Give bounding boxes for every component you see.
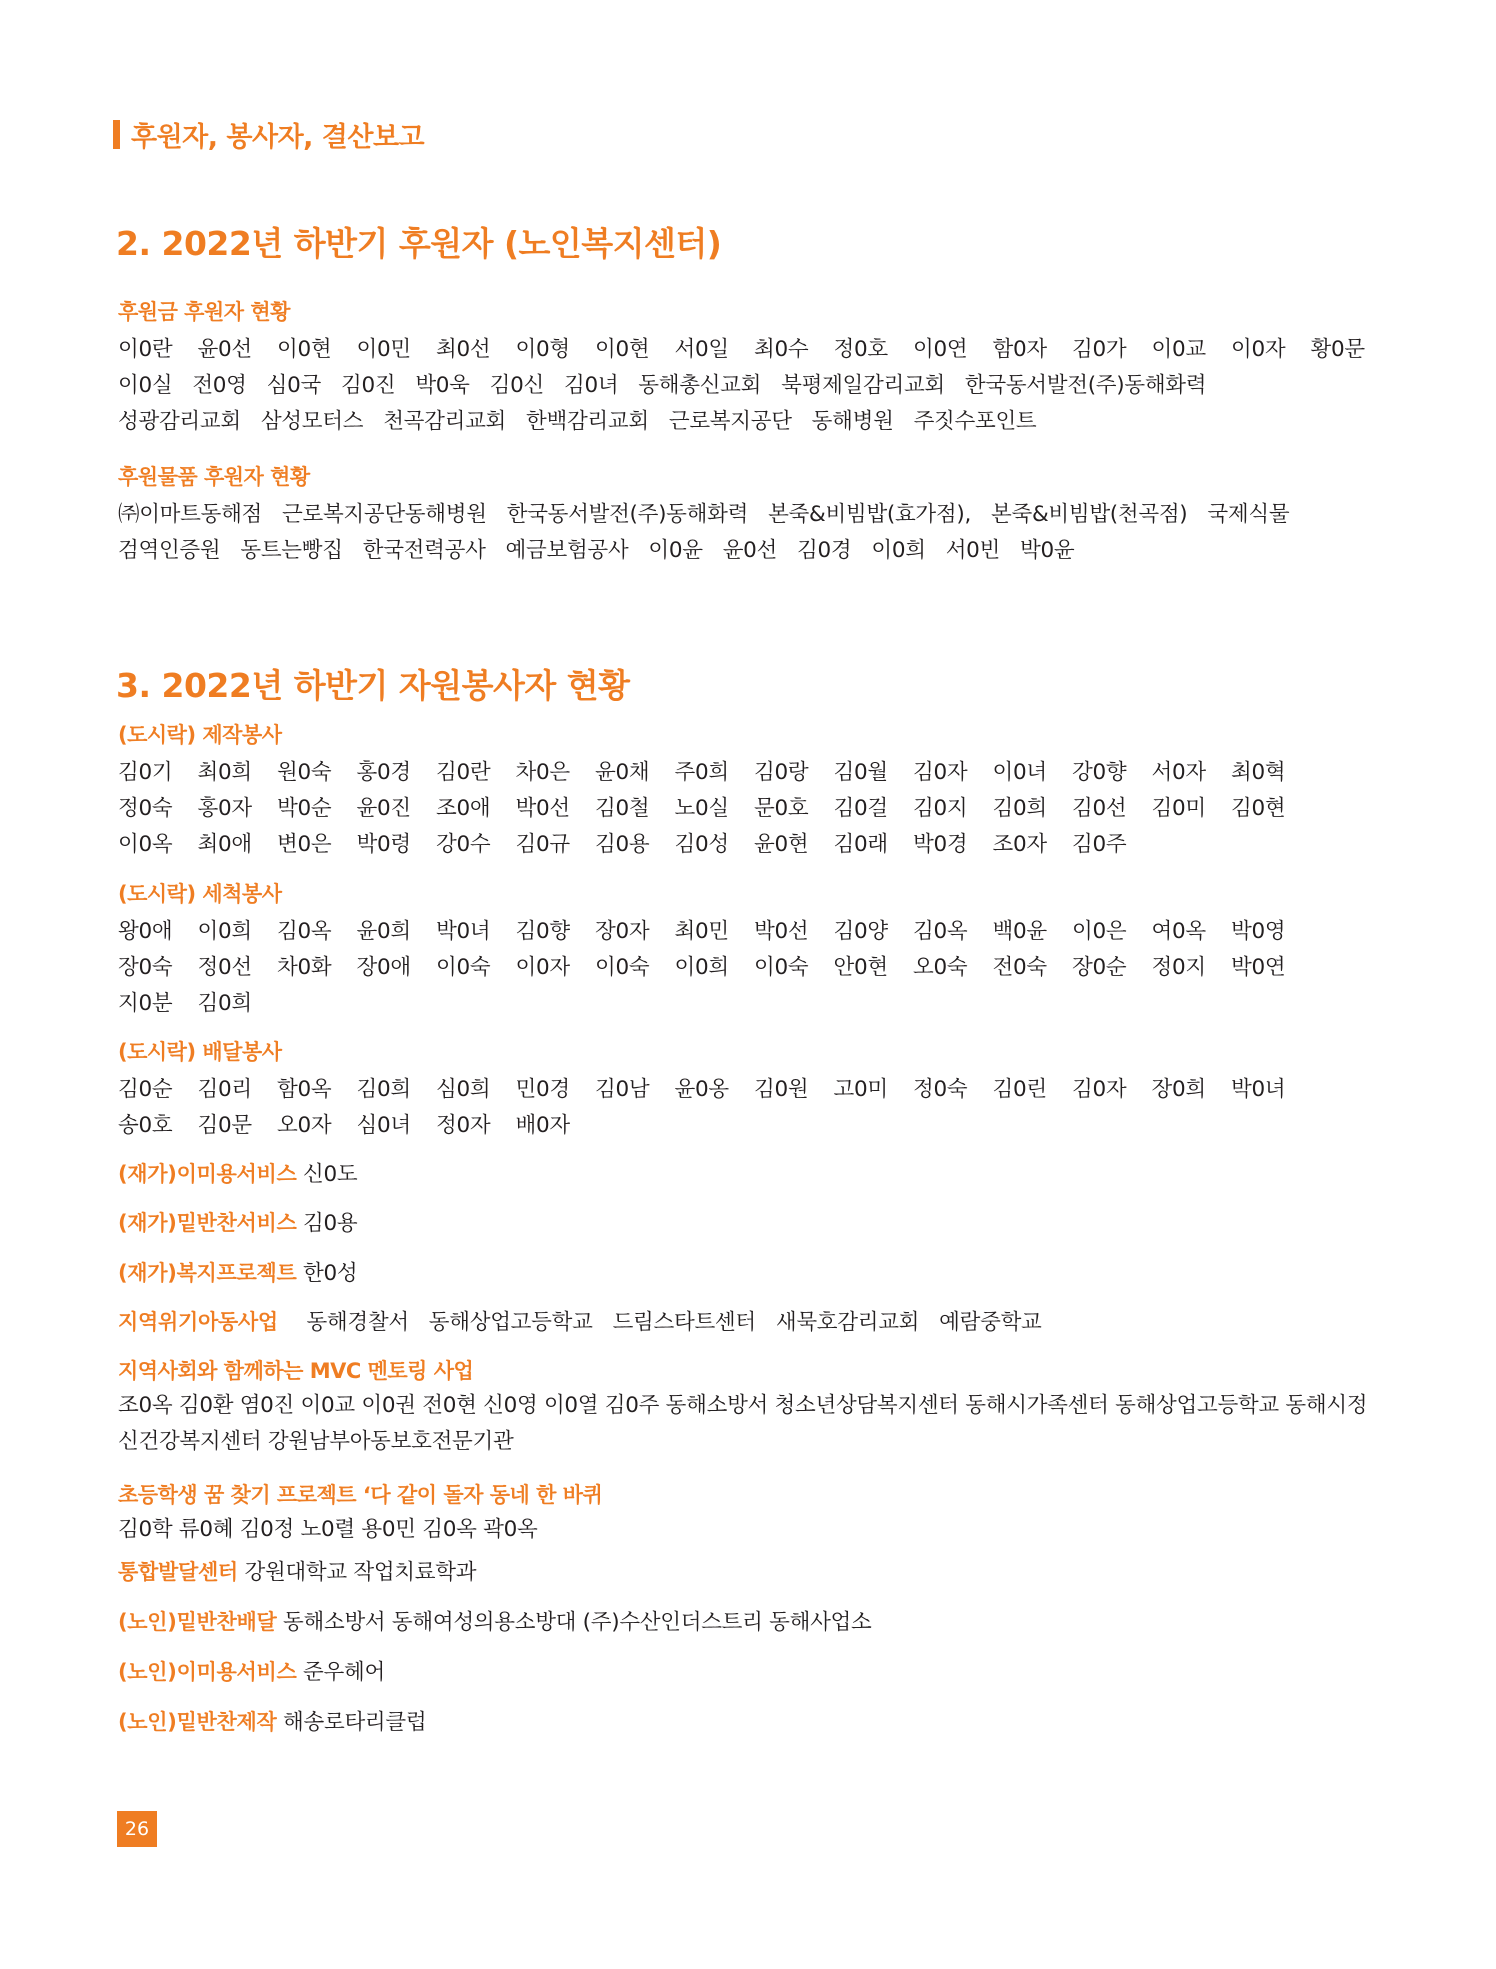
name-entry: 서0일	[674, 337, 729, 362]
name-entry: 김0문	[197, 1113, 252, 1138]
section-header-title: 후원자, 봉사자, 결산보고	[131, 121, 425, 153]
name-entry: 이0형	[515, 337, 570, 362]
name-entry: 김0미	[1151, 796, 1206, 821]
elder-side-make-value: 해송로타리클럽	[283, 1710, 427, 1735]
name-entry: 김0희	[992, 796, 1047, 821]
lunch-make-label: (도시락) 제작봉사	[118, 723, 282, 747]
name-entry: 주0희	[674, 760, 729, 785]
name-entry: 동해병원	[811, 409, 894, 434]
name-entry: 이0숙	[754, 955, 809, 980]
name-entry: 최0혁	[1231, 760, 1286, 785]
name-entry: 김0희	[356, 1077, 411, 1102]
name-entry: 윤0채	[595, 760, 650, 785]
name-entry: 검역인증원	[118, 538, 221, 563]
name-entry: 김0용	[595, 832, 650, 857]
lunch-wash-label: (도시락) 세척봉사	[118, 882, 282, 906]
home-welfare-value: 한0성	[303, 1261, 358, 1286]
name-entry: 장0애	[356, 955, 411, 980]
goods-donors-label: 후원물품 후원자 현황	[118, 465, 310, 489]
name-entry: 백0윤	[992, 919, 1047, 944]
s3-title: 3. 2022년 하반기 자원봉사자 현황	[116, 666, 630, 705]
name-entry: 한백감리교회	[526, 409, 649, 434]
name-entry: 본죽&비빔밥(효가점),	[768, 502, 971, 527]
name-entry: 장0숙	[118, 955, 173, 980]
name-entry: 김0월	[833, 760, 888, 785]
name-entry: 이0숙	[595, 955, 650, 980]
name-entry: 서0빈	[945, 538, 1001, 563]
name-entry: 김0주	[1072, 832, 1127, 857]
name-entry: 김0경	[797, 538, 852, 563]
name-entry: 차0은	[515, 760, 570, 785]
name-entry: 김0녀	[563, 373, 619, 398]
elder-side-make-label: (노인)밑반찬제작	[118, 1710, 277, 1734]
name-entry: 이0현	[277, 337, 332, 362]
elder-hair-service	[118, 1655, 385, 1686]
lunch-deliver-row-1	[118, 1072, 1311, 1103]
name-entry: 안0현	[833, 955, 888, 980]
name-entry: 정0자	[436, 1113, 491, 1138]
name-entry: 김0자	[1072, 1077, 1127, 1102]
name-entry: 이0녀	[992, 760, 1047, 785]
name-entry: 국제식물	[1207, 502, 1290, 527]
name-entry: 정0호	[833, 337, 888, 362]
name-entry: 새묵호감리교회	[775, 1310, 920, 1335]
name-entry: 배0자	[515, 1113, 570, 1138]
name-entry: 심0국	[266, 373, 321, 398]
name-entry: 민0경	[515, 1077, 570, 1102]
name-entry: 서0자	[1151, 760, 1206, 785]
page-number: 26	[117, 1811, 157, 1847]
home-welfare-project	[118, 1256, 357, 1287]
name-entry: 예람중학교	[939, 1310, 1042, 1335]
name-entry: 정0지	[1151, 955, 1206, 980]
name-entry: 한국전력공사	[362, 538, 486, 563]
name-entry: 오0자	[277, 1113, 332, 1138]
name-entry: 고0미	[833, 1077, 888, 1102]
name-entry: 정0숙	[118, 796, 173, 821]
home-side-dish-label: (재가)밑반찬서비스	[118, 1211, 297, 1235]
name-entry: 박0윤	[1020, 538, 1075, 563]
name-entry: 장0자	[595, 919, 650, 944]
name-entry: 홍0자	[197, 796, 252, 821]
home-hair-service	[118, 1157, 357, 1188]
name-entry: 심0녀	[356, 1113, 411, 1138]
name-entry: 김0선	[1072, 796, 1127, 821]
name-entry: 박0연	[1231, 955, 1286, 980]
name-entry: 이0자	[515, 955, 570, 980]
name-entry: 조0애	[436, 796, 491, 821]
goods-donors-row-1	[118, 497, 1309, 528]
name-entry: 동트는빵집	[240, 538, 343, 563]
elder-side-dish-making	[118, 1705, 426, 1736]
name-entry: 이0희	[674, 955, 729, 980]
name-entry: 이0숙	[436, 955, 491, 980]
name-entry: 한국동서발전(주)동해화력	[964, 373, 1207, 398]
name-entry: 김0지	[913, 796, 968, 821]
child-crisis-project	[118, 1305, 1062, 1336]
name-entry: 최0선	[436, 337, 491, 362]
name-entry: 황0문	[1310, 337, 1365, 362]
mvc-mentoring-text: 조0옥 김0환 염0진 이0교 이0권 전0현 신0영 이0열 김0주 동해소방서 청소년상담복지센터 동해시가족센터 동해상업고등학교 동해시정신건강복지센터 강원남부아동보호전문기관	[118, 1393, 1368, 1454]
name-entry: 문0호	[754, 796, 809, 821]
name-entry: 드림스타트센터	[612, 1310, 756, 1335]
lunch-make-row-2	[118, 791, 1311, 822]
name-entry: 김0옥	[913, 919, 968, 944]
name-entry: 본죽&비빔밥(천곡점)	[991, 502, 1188, 527]
name-entry: 홍0경	[356, 760, 411, 785]
name-entry: 김0남	[595, 1077, 650, 1102]
lunch-wash-row-1	[118, 914, 1311, 945]
name-entry: 박0영	[1231, 919, 1286, 944]
name-entry: 이0자	[1231, 337, 1286, 362]
lunch-deliver-label: (도시락) 배달봉사	[118, 1040, 282, 1064]
name-entry: 김0가	[1072, 337, 1127, 362]
dream-project-label: 초등학생 꿈 찾기 프로젝트 ‘다 같이 돌자 동네 한 바퀴	[118, 1483, 603, 1507]
section-header	[113, 119, 425, 153]
name-entry: 김0리	[197, 1077, 252, 1102]
name-entry: 박0녀	[436, 919, 491, 944]
name-entry: 이0교	[1151, 337, 1206, 362]
name-entry: 박0선	[754, 919, 809, 944]
name-entry: 근로복지공단	[668, 409, 792, 434]
name-entry: 윤0희	[356, 919, 411, 944]
child-crisis-values	[306, 1310, 1061, 1335]
name-entry: 박0경	[913, 832, 968, 857]
name-entry: 오0숙	[913, 955, 968, 980]
name-entry: 최0애	[197, 832, 252, 857]
home-side-dish-service	[118, 1206, 357, 1237]
money-donors-row-1	[118, 332, 1390, 363]
dev-center-label: 통합발달센터	[118, 1560, 238, 1584]
name-entry: 노0실	[674, 796, 729, 821]
name-entry: 박0욱	[415, 373, 470, 398]
name-entry: 김0란	[436, 760, 491, 785]
name-entry: 삼성모터스	[260, 409, 364, 434]
name-entry: 이0현	[595, 337, 650, 362]
name-entry: 예금보험공사	[505, 538, 629, 563]
name-entry: 천곡감리교회	[383, 409, 507, 434]
name-entry: 정0선	[197, 955, 252, 980]
mvc-mentoring-label: 지역사회와 함께하는 MVC 멘토링 사업	[118, 1359, 474, 1383]
name-entry: 이0은	[1072, 919, 1127, 944]
home-side-dish-value: 김0용	[303, 1211, 358, 1236]
name-entry: 전0숙	[992, 955, 1047, 980]
name-entry: 동해경찰서	[306, 1310, 409, 1335]
home-hair-label: (재가)이미용서비스	[118, 1162, 297, 1186]
elder-side-dish-delivery	[118, 1605, 872, 1636]
child-crisis-label: 지역위기아동사업	[118, 1310, 278, 1334]
name-entry: 김0래	[833, 832, 888, 857]
name-entry: 이0연	[913, 337, 968, 362]
name-entry: 전0영	[192, 373, 247, 398]
elder-hair-label: (노인)이미용서비스	[118, 1660, 297, 1684]
name-entry: 윤0선	[722, 538, 778, 563]
name-entry: 이0란	[118, 337, 173, 362]
name-entry: 김0규	[515, 832, 570, 857]
name-entry: 조0자	[992, 832, 1047, 857]
name-entry: 김0순	[118, 1077, 173, 1102]
name-entry: 동해총신교회	[638, 373, 762, 398]
name-entry: 윤0옹	[674, 1077, 729, 1102]
name-entry: 김0자	[913, 760, 968, 785]
elder-side-dish-label: (노인)밑반찬배달	[118, 1610, 277, 1634]
name-entry: 김0랑	[754, 760, 809, 785]
name-entry: ㈜이마트동해점	[118, 502, 263, 527]
name-entry: 지0분	[118, 991, 173, 1016]
name-entry: 김0진	[340, 373, 396, 398]
s2-title: 2. 2022년 하반기 후원자 (노인복지센터)	[116, 224, 722, 263]
name-entry: 원0숙	[277, 760, 332, 785]
name-entry: 최0수	[754, 337, 809, 362]
name-entry: 박0령	[356, 832, 411, 857]
name-entry: 김0양	[833, 919, 888, 944]
lunch-wash-row-3	[118, 986, 277, 1017]
name-entry: 박0선	[515, 796, 570, 821]
name-entry: 왕0애	[118, 919, 173, 944]
name-entry: 장0희	[1151, 1077, 1206, 1102]
dream-project-text: 김0학 류0혜 김0정 노0렬 용0민 김0옥 곽0옥	[118, 1517, 538, 1542]
name-entry: 윤0진	[356, 796, 411, 821]
name-entry: 장0순	[1072, 955, 1127, 980]
name-entry: 최0희	[197, 760, 252, 785]
name-entry: 이0희	[871, 538, 926, 563]
name-entry: 여0옥	[1151, 919, 1206, 944]
home-welfare-label: (재가)복지프로젝트	[118, 1261, 297, 1285]
name-entry: 김0현	[1231, 796, 1286, 821]
name-entry: 성광감리교회	[118, 409, 241, 434]
name-entry: 이0실	[118, 373, 173, 398]
money-donors-label: 후원금 후원자 현황	[118, 300, 290, 324]
home-hair-value: 신0도	[303, 1162, 358, 1187]
name-entry: 김0옥	[277, 919, 332, 944]
name-entry: 심0희	[436, 1077, 491, 1102]
name-entry: 함0자	[992, 337, 1047, 362]
dev-center	[118, 1555, 476, 1586]
name-entry: 김0린	[992, 1077, 1047, 1102]
name-entry: 한국동서발전(주)동해화력	[506, 502, 749, 527]
name-entry: 김0성	[674, 832, 729, 857]
name-entry: 윤0현	[754, 832, 809, 857]
name-entry: 송0호	[118, 1113, 173, 1138]
name-entry: 김0원	[754, 1077, 809, 1102]
lunch-wash-row-2	[118, 950, 1311, 981]
name-entry: 김0걸	[833, 796, 888, 821]
section-marker	[113, 120, 120, 149]
lunch-make-row-3	[118, 827, 1152, 858]
name-entry: 북평제일감리교회	[781, 373, 945, 398]
name-entry: 근로복지공단동해병원	[282, 502, 487, 527]
name-entry: 함0옥	[277, 1077, 332, 1102]
name-entry: 변0은	[277, 832, 332, 857]
name-entry: 박0녀	[1231, 1077, 1286, 1102]
name-entry: 이0희	[197, 919, 252, 944]
name-entry: 김0향	[515, 919, 570, 944]
name-entry: 이0옥	[118, 832, 173, 857]
name-entry: 이0민	[356, 337, 411, 362]
name-entry: 김0희	[197, 991, 252, 1016]
dev-center-value: 강원대학교 작업치료학과	[244, 1560, 477, 1585]
name-entry: 김0철	[595, 796, 650, 821]
elder-side-dish-value: 동해소방서 동해여성의용소방대 (주)수산인더스트리 동해사업소	[283, 1610, 872, 1635]
name-entry: 박0순	[277, 796, 332, 821]
name-entry: 김0신	[489, 373, 544, 398]
name-entry: 차0화	[277, 955, 332, 980]
money-donors-row-2	[118, 368, 1226, 399]
name-entry: 동해상업고등학교	[428, 1310, 593, 1335]
name-entry: 주짓수포인트	[913, 409, 1037, 434]
name-entry: 최0민	[674, 919, 729, 944]
name-entry: 이0윤	[648, 538, 703, 563]
goods-donors-row-2	[118, 533, 1094, 564]
name-entry: 윤0선	[197, 337, 252, 362]
name-entry: 강0수	[436, 832, 491, 857]
elder-hair-value: 준우헤어	[303, 1660, 385, 1685]
lunch-make-row-1	[118, 755, 1311, 786]
money-donors-row-3	[118, 404, 1056, 435]
lunch-deliver-row-2	[118, 1108, 595, 1139]
name-entry: 강0향	[1072, 760, 1127, 785]
name-entry: 정0숙	[913, 1077, 968, 1102]
name-entry: 김0기	[118, 760, 173, 785]
